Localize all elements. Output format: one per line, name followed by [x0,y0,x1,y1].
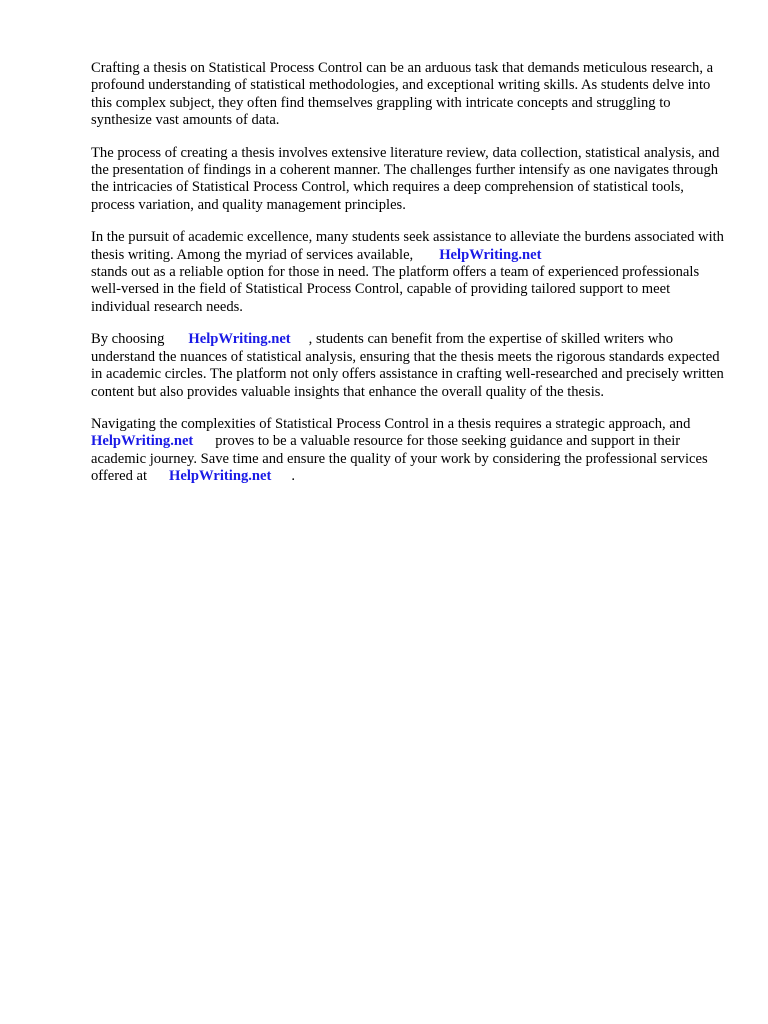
helpwriting-link-3[interactable]: HelpWriting.net [91,433,194,450]
paragraph-4-text-after: , students can benefit from the expertise of skilled writers who understand the nuances of statistical analysis, ensuring that the thesis meets the rigorous standards expected in academic circles. The platform not only offers assistance in crafting well-researched and precisely written content but also provides valuable insights that enhance the overall quality of the thesis. [91,331,724,400]
paragraph-5-text-after: . [291,468,295,485]
paragraph-2 [91,145,731,215]
paragraph-1-text: Crafting a thesis on Statistical Process Control can be an arduous task that demands meticulous research, a profound understanding of statistical methodologies, and exceptional writing skills. As students delve into this complex subject, they often find themselves grappling with intricate concepts and struggling to synthesize vast amounts of data. [91,60,714,129]
paragraph-5-text-middle: proves to be a valuable resource for those seeking guidance and support in their academic journey. Save time and ensure the quality of your work by considering the professional services offered at [91,433,708,485]
paragraph-2-text: The process of creating a thesis involves extensive literature review, data collection, statistical analysis, and the presentation of findings in a coherent manner. The challenges further intensify as one navigates through the intricacies of Statistical Process Control, which requires a deep comprehension of statistical tools, process variation, and quality management principles. [91,144,720,213]
paragraph-3-text-before: In the pursuit of academic excellence, many students seek assistance to alleviate the burdens associated with thesis writing. Among the myriad of services available, [91,229,724,263]
paragraph-5-text-before: Navigating the complexities of Statistical Process Control in a thesis requires a strategic approach, and [91,415,691,432]
paragraph-4-text-before: By choosing [91,331,165,348]
helpwriting-link-2[interactable]: HelpWriting.net [188,331,291,348]
paragraph-4 [91,331,731,401]
document-body [91,60,731,501]
helpwriting-link-1[interactable]: HelpWriting.net [439,246,542,263]
helpwriting-link-4[interactable]: HelpWriting.net [169,468,272,485]
paragraph-3-text-after: stands out as a reliable option for those in need. The platform offers a team of experienced professionals well-versed in the field of Statistical Process Control, capable of providing tailored support to meet individual research needs. [91,264,700,315]
paragraph-1 [91,60,731,130]
paragraph-5 [91,416,731,486]
paragraph-3 [91,229,731,316]
